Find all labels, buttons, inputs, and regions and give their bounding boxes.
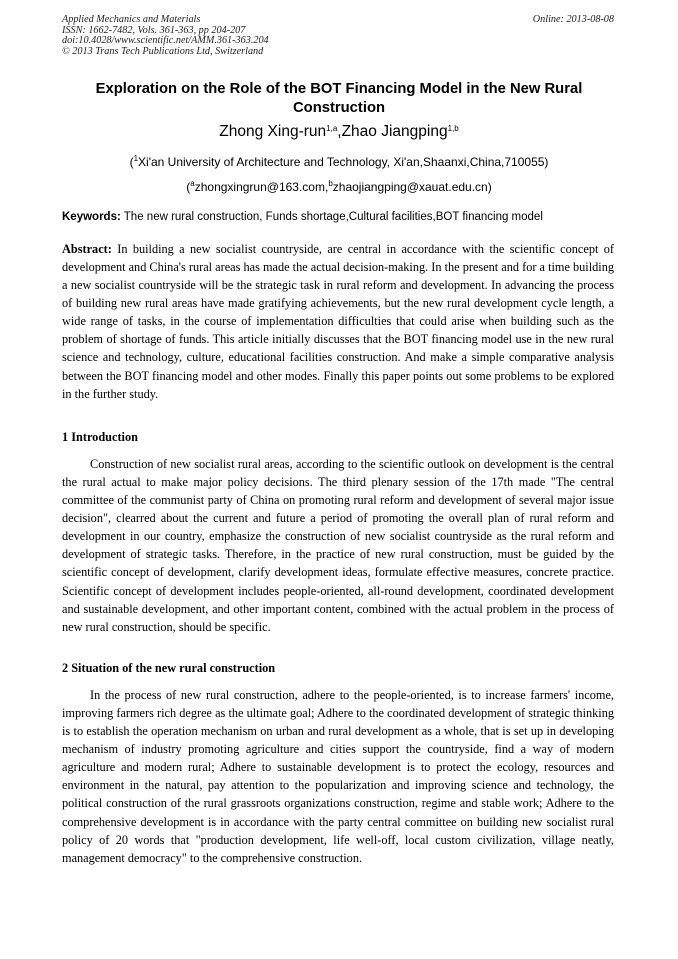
section-heading: 2 Situation of the new rural construction (62, 661, 276, 675)
keywords-line (62, 210, 622, 225)
author-line (60, 122, 618, 142)
section-paragraph: Construction of new socialist rural areas, according to the scientific outlook on development is the central the rural actual to make major policy decisions. The third plenary session of the 17th made "The central committee of the communist party of China on promoting rural reform and development of several major issue decision", clearred about the current and future a period of promoting the overall plan of rural reform and development in our country, emphasize the construction of new socialist countryside as the rural reform and development of strategic tasks. Therefore, in the practice of new rural construction, must be guided by the scientific concept of development, clarify development ideas, formulate effective measures, concrete practice. Scientific concept of development includes people-oriented, all-round development, coordinated development and sustainable development, and other important content, combined with the actual problem in the process of new rural construction, should be specific. (62, 457, 614, 634)
section-heading: 1 Introduction (62, 430, 138, 444)
email-address: zhaojiangping@xauat.edu.cn) (332, 180, 492, 194)
paper-title: Exploration on the Role of the BOT Financing Model in the New Rural Construction (95, 81, 583, 116)
issn-line: ISSN: 1662-7482, Vols. 361-363, pp 204-207 (62, 24, 246, 36)
doi-line: doi:10.4028/www.scientific.net/AMM.361-363.204 (62, 35, 269, 47)
copyright-line: © 2013 Trans Tech Publications Ltd, Switzerland (62, 45, 264, 57)
author-affiliation-mark: 1,b (447, 124, 459, 133)
author-name: Zhong Xing-run (219, 123, 327, 140)
author-name: Zhao Jiangping (341, 123, 448, 140)
email-mark: b (328, 179, 333, 188)
email-line (60, 179, 618, 195)
abstract-label: Abstract: (62, 242, 112, 256)
online-date: Online: 2013-08-08 (532, 14, 614, 25)
affiliation-line (60, 154, 618, 170)
abstract-text: In building a new socialist countryside, are central in accordance with the scientific concept of development and China's rural areas has made the actual decision-making. In the present and for a time building a new socialist countryside will be the strategic task in rural reform and development. In advancing the process of building new rural areas have made gratifying achievements, but the new rural development cycle length, a wide range of tasks, in the course of implementation difficulties that could arise when building such as the problem of shortage of funds. This article initially discusses that the BOT financing model use in the new rural science and technology, culture, educational facilities construction. And make a simple comparative analysis between the BOT financing model and other modes. Finally this paper points out some problems to be explored in the further study. (62, 242, 614, 401)
author-affiliation-mark: 1,a (326, 124, 338, 133)
journal-name: Applied Mechanics and Materials (62, 14, 201, 25)
affiliation-mark: 1 (133, 154, 139, 163)
author-separator: , (337, 123, 342, 140)
abstract-paragraph (62, 240, 614, 403)
affiliation-open-paren: ( (129, 155, 134, 169)
affiliation-text: Xi'an University of Architecture and Technology, Xi'an,Shaanxi,China,710055) (138, 155, 549, 169)
journal-header (62, 15, 269, 57)
section-paragraph: In the process of new rural construction, adhere to the people-oriented, is to increase farmers' income, improving farmers rich degree as the ultimate goal; Adhere to the coordinated development of strategic thinking is to establish the operation mechanism on urban and rural development as a whole, that is set up in developing mechanism of industry promoting agriculture and cities support the countryside, find a way of modern agriculture and modern rural; Adhere to sustainable development is to protect the ecology, resources and environment in the natural, pay attention to the popularization and improving science and technology, the political construction of the rural grassroots organizations construction, regime and stable work; Adhere to the comprehensive development is in accordance with the party central committee on building new socialist rural policy of 20 words that "production development, life well-off, local custom civilization, village neatly, management democracy" to the comprehensive construction. (62, 688, 614, 865)
email-mark: a (190, 179, 195, 188)
keywords-label: Keywords: (62, 211, 121, 223)
keywords-text: The new rural construction, Funds shortage,Cultural facilities,BOT financing model (120, 211, 543, 223)
email-address: zhongxingrun@163.com, (194, 180, 329, 194)
email-open-paren: ( (186, 180, 191, 194)
